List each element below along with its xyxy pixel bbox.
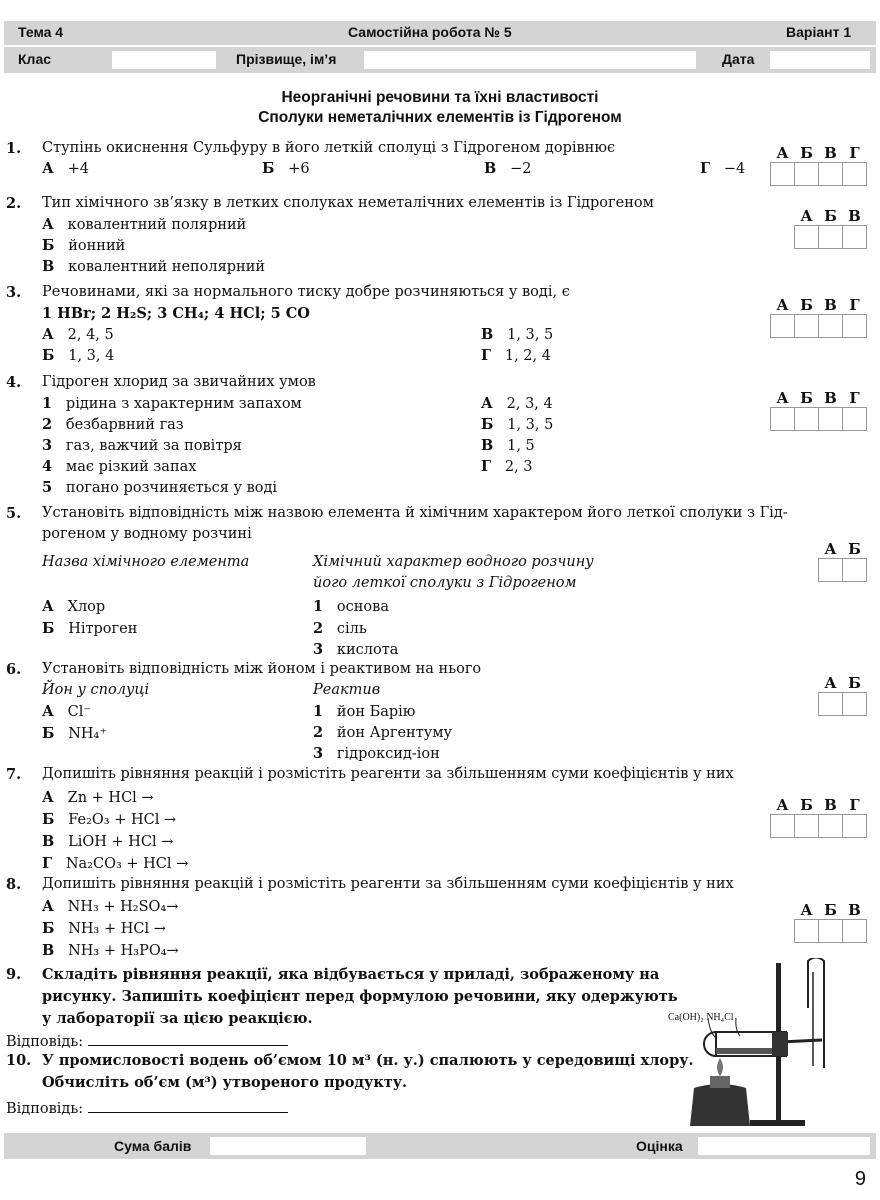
header-row-1	[4, 21, 876, 45]
q9-text-line3: у лабораторії за цією реакцією.	[42, 1010, 313, 1027]
q10-answer-line[interactable]	[88, 1098, 288, 1113]
q9-answer-line[interactable]	[88, 1031, 288, 1046]
lab-apparatus-illustration	[680, 958, 870, 1130]
q6-left-b: Б NH₄⁺	[42, 725, 108, 742]
q6-text: Установіть відповідність між йоном і реактивом на нього	[42, 661, 482, 677]
q10-number: 10.	[6, 1052, 32, 1069]
q5-col2-header-line1: Хімічний характер водного розчину	[313, 554, 594, 570]
q2-number: 2.	[6, 195, 22, 212]
q4-item-4: 4 має різкий запах	[42, 458, 197, 475]
q4-answer-grid[interactable]: А Б В Г	[770, 383, 867, 431]
topic-label: Тема 4	[18, 24, 64, 40]
q3-option-d: Г 1, 2, 4	[481, 347, 551, 364]
work-title: Самостійна робота № 5	[348, 24, 512, 40]
q5-right-1: 1 основа	[313, 598, 389, 615]
q4-number: 4.	[6, 374, 22, 391]
q6-col1-header: Йон у сполуці	[42, 682, 150, 698]
q5-number: 5.	[6, 505, 22, 522]
q8-item-c: В NH₃ + H₃PO₄→	[42, 942, 179, 959]
q6-right-1: 1 йон Барію	[313, 703, 416, 720]
sum-label: Сума балів	[114, 1138, 192, 1154]
q5-left-b: Б Нітроген	[42, 620, 138, 637]
name-field[interactable]	[364, 51, 696, 69]
q4-option-b: Б 1, 3, 5	[481, 416, 554, 433]
grade-label: Оцінка	[636, 1138, 683, 1154]
date-label: Дата	[722, 51, 755, 67]
q4-option-d: Г 2, 3	[481, 458, 533, 475]
q8-text: Допишіть рівняння реакцій і розмістіть реагенти за збільшенням суми коефіцієнтів у них	[42, 876, 734, 892]
q2-text: Тип хімічного зв’язку в летких сполуках неметалічних елементів із Гідрогеном	[42, 195, 654, 211]
q9-number: 9.	[6, 966, 22, 983]
q4-option-c: В 1, 5	[481, 437, 535, 454]
q9-answer: Відповідь:	[6, 1031, 288, 1050]
q3-substance-list: 1 HBr; 2 H₂S; 3 CH₄; 4 HCl; 5 CO	[42, 305, 310, 322]
q6-left-a: А Cl⁻	[42, 703, 92, 720]
q4-item-1: 1 рідина з характерним запахом	[42, 395, 302, 412]
q3-number: 3.	[6, 284, 22, 301]
q4-text: Гідроген хлорид за звичайних умов	[42, 374, 316, 390]
q2-option-b: Б йонний	[42, 237, 126, 254]
q1-option-a: А +4	[42, 160, 90, 177]
q3-text: Речовинами, які за нормального тиску добре розчиняються у воді, є	[42, 284, 570, 300]
q10-answer: Відповідь:	[6, 1098, 288, 1117]
q4-item-3: 3 газ, важчий за повітря	[42, 437, 242, 454]
q7-item-a: А Zn + HCl →	[42, 789, 154, 806]
q3-option-b: Б 1, 3, 4	[42, 347, 115, 364]
q8-item-a: А NH₃ + H₂SO₄→	[42, 898, 179, 915]
q5-left-a: А Хлор	[42, 598, 106, 615]
q5-col2-header-line2: його леткої сполуки з Гідрогеном	[313, 575, 577, 591]
page-subtitle: Сполуки неметалічних елементів із Гідрогеном	[258, 109, 622, 126]
q3-option-c: В 1, 3, 5	[481, 326, 554, 343]
q4-option-a: А 2, 3, 4	[481, 395, 553, 412]
q1-text: Ступінь окиснення Сульфуру в його леткій сполуці з Гідрогеном дорівнює	[42, 140, 616, 156]
page-number: 9	[854, 1168, 866, 1190]
q7-answer-grid[interactable]: А Б В Г	[770, 790, 867, 838]
q4-item-5: 5 погано розчиняється у воді	[42, 479, 278, 496]
footer-bar	[4, 1133, 876, 1159]
q8-item-b: Б NH₃ + HCl →	[42, 920, 166, 937]
q1-option-b: Б +6	[262, 160, 310, 177]
q6-number: 6.	[6, 661, 22, 678]
header-row-2	[4, 47, 876, 73]
q3-option-a: А 2, 4, 5	[42, 326, 114, 343]
q5-text-line2: рогеном у водному розчині	[42, 526, 252, 542]
q10-text-line2: Обчисліть об’єм (м³) утвореного продукту.	[42, 1074, 408, 1091]
q8-answer-grid[interactable]: А Б В	[794, 895, 867, 943]
page-title: Неорганічні речовини та їхні властивості	[281, 89, 599, 106]
q6-right-2: 2 йон Аргентуму	[313, 724, 453, 741]
sum-field[interactable]	[210, 1137, 366, 1155]
q5-col1-header: Назва хімічного елемента	[42, 554, 250, 570]
q5-answer-grid[interactable]: А Б	[818, 534, 867, 582]
q9-text-line2: рисунку. Запишіть коефіцієнт перед формулою речовини, яку одержують	[42, 988, 678, 1005]
grade-field[interactable]	[698, 1137, 870, 1155]
q10-text-line1: У промисловості водень об’ємом 10 м³ (н. у.) спалюють у середовищі хлору.	[42, 1052, 694, 1069]
q2-option-a: А ковалентний полярний	[42, 216, 247, 233]
figure-label: Ca(OH)₂ NH₄Cl	[668, 1012, 734, 1023]
q7-item-d: Г Na₂CO₃ + HCl →	[42, 855, 189, 872]
class-field[interactable]	[112, 51, 216, 69]
q2-option-c: В ковалентний неполярний	[42, 258, 266, 275]
q1-option-d: Г −4	[700, 160, 746, 177]
q3-answer-grid[interactable]: А Б В Г	[770, 290, 867, 338]
q9-text-line1: Складіть рівняння реакції, яка відбувається у приладі, зображеному на	[42, 966, 660, 983]
q6-right-3: 3 гідроксид-іон	[313, 745, 440, 762]
q6-answer-grid[interactable]: А Б	[818, 668, 867, 716]
variant-label: Варіант 1	[786, 24, 852, 40]
q8-number: 8.	[6, 876, 22, 893]
name-label: Прізвище, ім’я	[236, 51, 337, 67]
q1-answer-grid[interactable]: А Б В Г	[770, 138, 867, 186]
q7-number: 7.	[6, 766, 22, 783]
q1-number: 1.	[6, 140, 22, 157]
q6-col2-header: Реактив	[313, 682, 381, 698]
q1-option-c: В −2	[484, 160, 532, 177]
q5-right-3: 3 кислота	[313, 641, 399, 658]
q7-text: Допишіть рівняння реакцій і розмістіть реагенти за збільшенням суми коефіцієнтів у них	[42, 766, 734, 782]
date-field[interactable]	[770, 51, 870, 69]
q5-text-line1: Установіть відповідність між назвою елемента й хімічним характером його леткої сполуки з Гід-	[42, 505, 788, 521]
q5-right-2: 2 сіль	[313, 620, 367, 637]
q7-item-b: Б Fe₂O₃ + HCl →	[42, 811, 177, 828]
q7-item-c: В LiOH + HCl →	[42, 833, 174, 850]
q2-answer-grid[interactable]: А Б В	[794, 201, 867, 249]
class-label: Клас	[18, 51, 52, 67]
q4-item-2: 2 безбарвний газ	[42, 416, 184, 433]
